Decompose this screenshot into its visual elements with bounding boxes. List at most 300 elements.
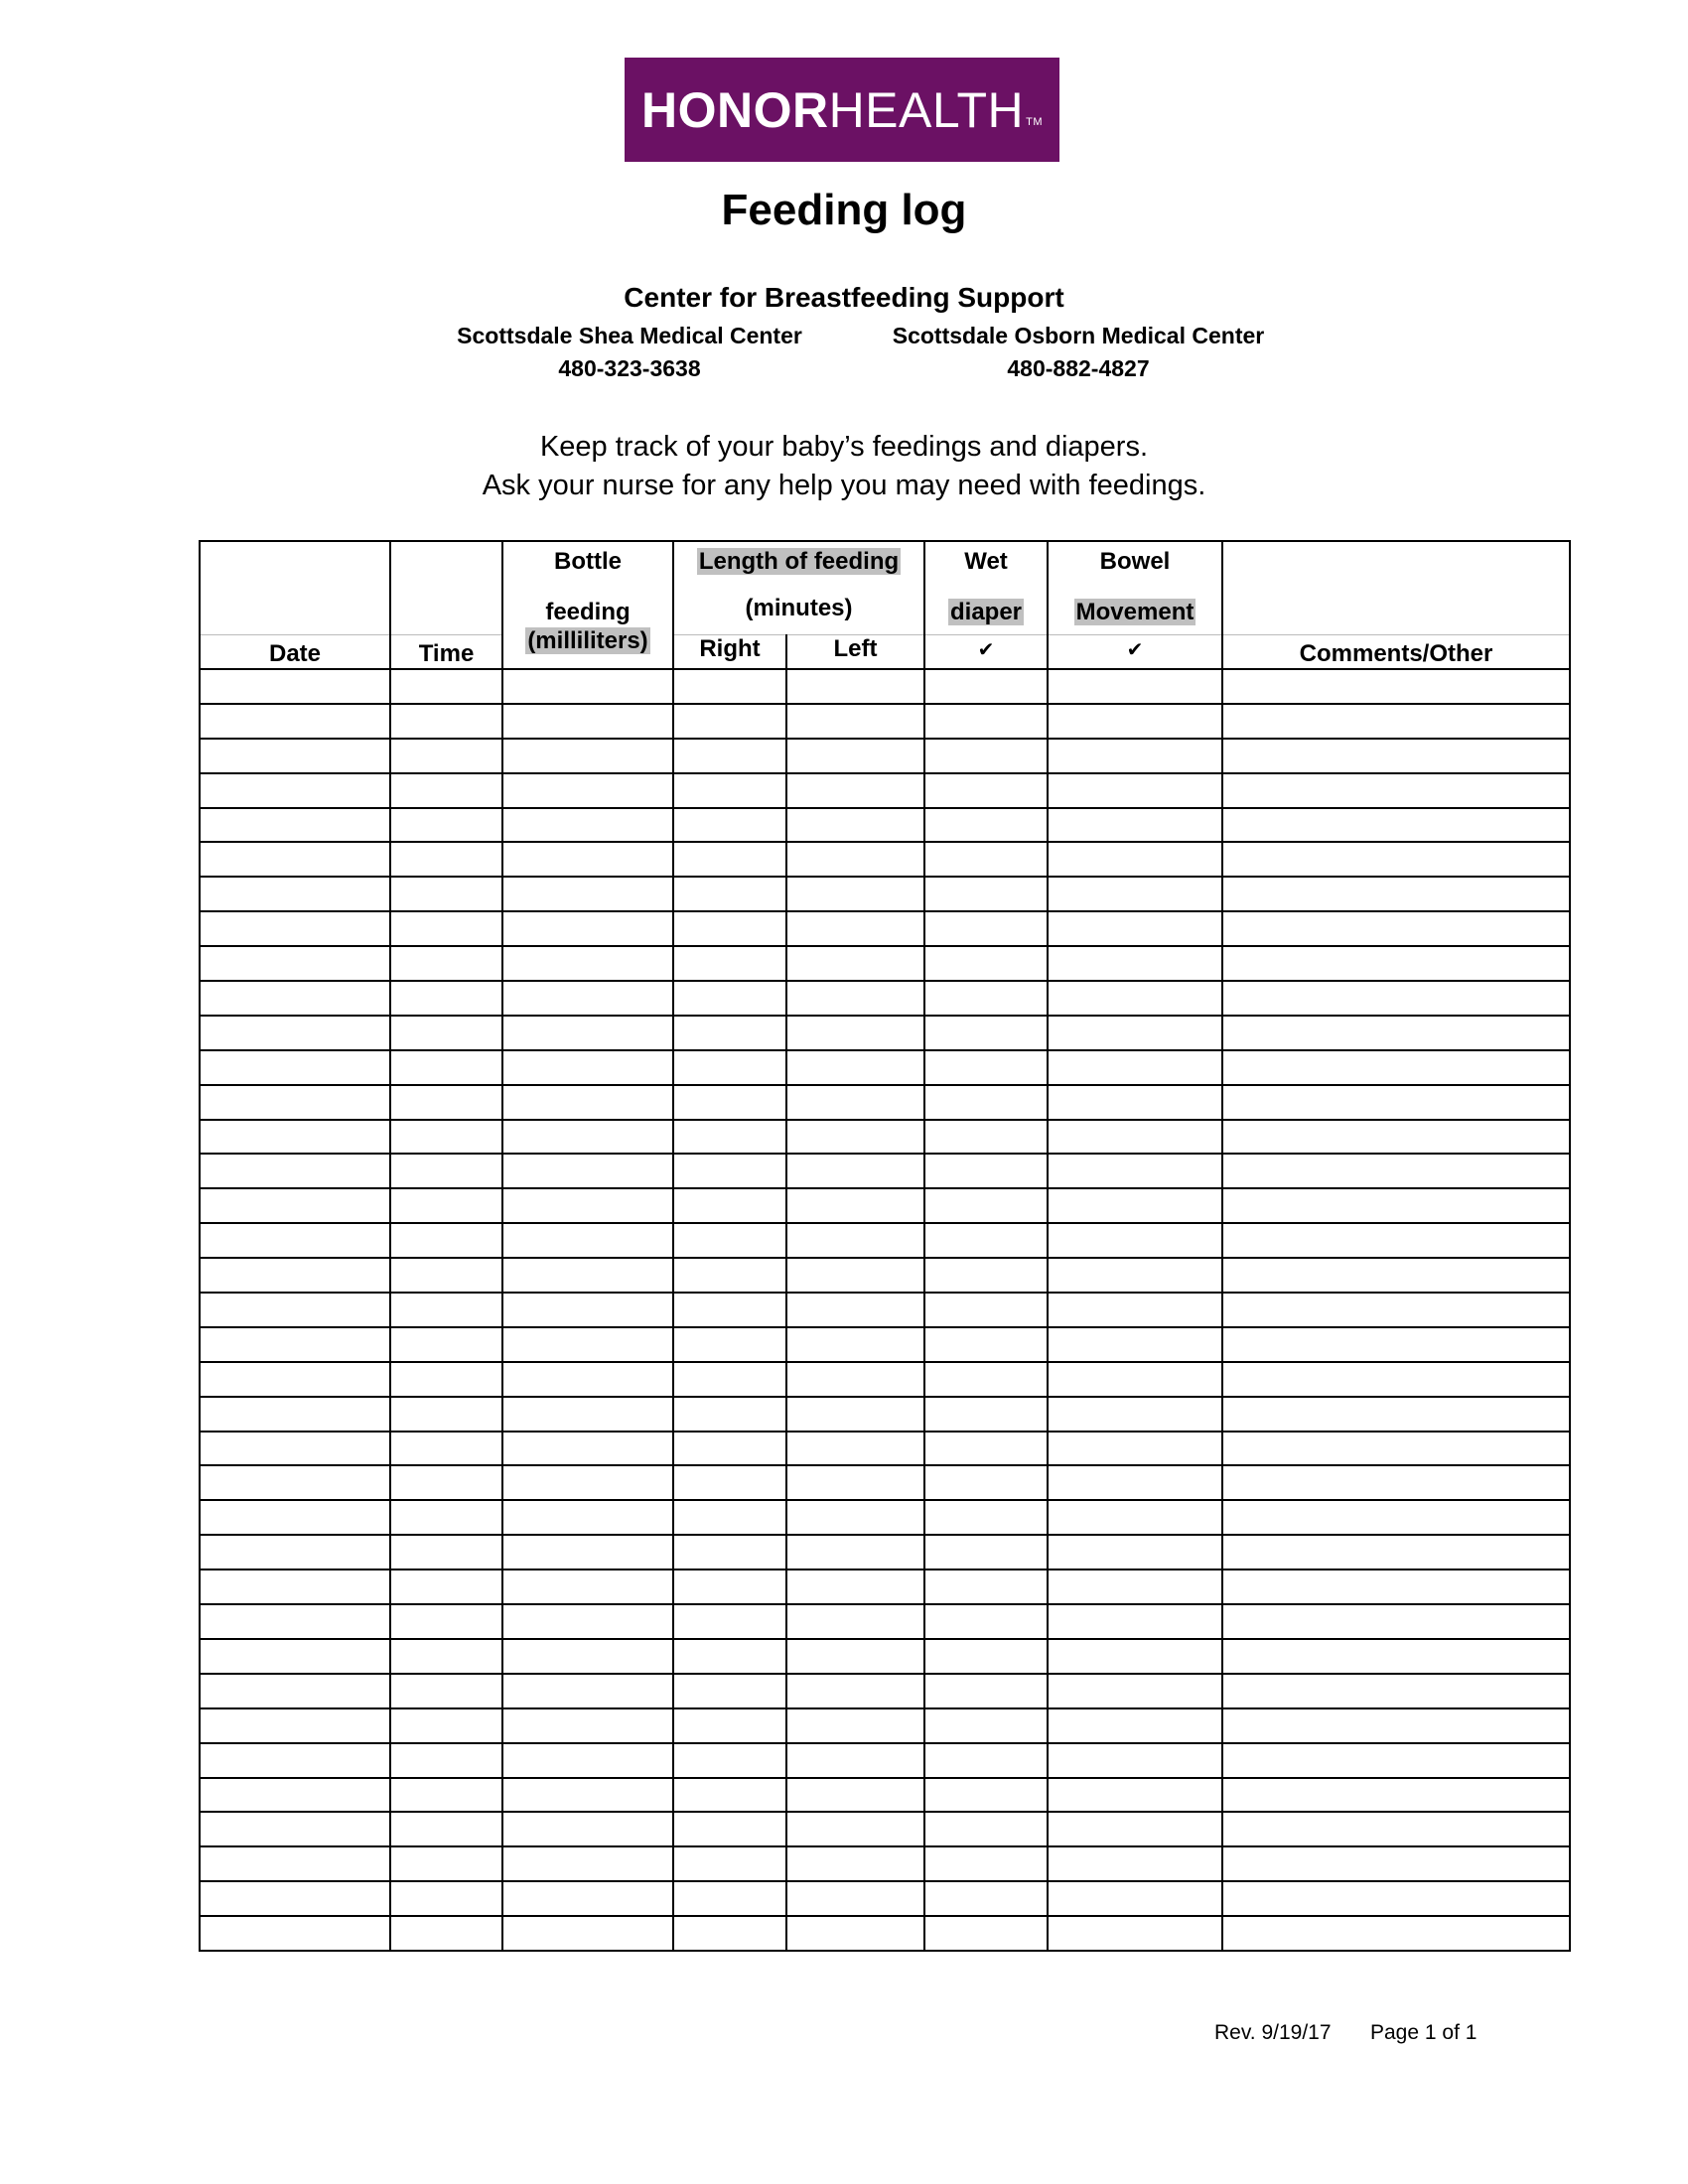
left-cell[interactable] [786, 946, 924, 981]
date-cell[interactable] [200, 1085, 390, 1120]
bowel-cell[interactable] [1048, 1223, 1222, 1258]
time-cell[interactable] [390, 1397, 502, 1432]
time-cell[interactable] [390, 1432, 502, 1466]
time-cell[interactable] [390, 1535, 502, 1570]
table-row [200, 1604, 1570, 1639]
time-cell[interactable] [390, 1881, 502, 1916]
time-cell[interactable] [390, 1223, 502, 1258]
right-cell[interactable] [673, 946, 786, 981]
date-cell[interactable] [200, 1223, 390, 1258]
left-cell[interactable] [786, 1500, 924, 1535]
bowel-cell[interactable] [1048, 1535, 1222, 1570]
comments-cell[interactable] [1222, 1639, 1570, 1674]
time-cell[interactable] [390, 1188, 502, 1223]
right-cell[interactable] [673, 1223, 786, 1258]
bottle-cell[interactable] [502, 1916, 673, 1951]
bowel-cell[interactable] [1048, 1050, 1222, 1085]
time-cell[interactable] [390, 946, 502, 981]
date-cell[interactable] [200, 1778, 390, 1813]
time-cell[interactable] [390, 669, 502, 704]
time-cell[interactable] [390, 1674, 502, 1708]
time-cell[interactable] [390, 1812, 502, 1846]
time-cell[interactable] [390, 1154, 502, 1188]
left-cell[interactable] [786, 1881, 924, 1916]
wet-cell[interactable] [924, 808, 1048, 843]
comments-cell[interactable] [1222, 669, 1570, 704]
right-cell[interactable] [673, 1604, 786, 1639]
bowel-cell[interactable] [1048, 1604, 1222, 1639]
time-cell[interactable] [390, 1465, 502, 1500]
right-cell[interactable] [673, 842, 786, 877]
date-cell[interactable] [200, 1362, 390, 1397]
bowel-cell[interactable] [1048, 1432, 1222, 1466]
date-cell[interactable] [200, 773, 390, 808]
right-cell[interactable] [673, 1812, 786, 1846]
right-cell[interactable] [673, 1327, 786, 1362]
right-cell[interactable] [673, 1846, 786, 1881]
table-row [200, 1050, 1570, 1085]
date-cell[interactable] [200, 1154, 390, 1188]
left-cell[interactable] [786, 1223, 924, 1258]
time-cell[interactable] [390, 1639, 502, 1674]
wet-cell[interactable] [924, 1846, 1048, 1881]
left-cell[interactable] [786, 1535, 924, 1570]
time-cell[interactable] [390, 1500, 502, 1535]
right-cell[interactable] [673, 1050, 786, 1085]
comments-cell[interactable] [1222, 981, 1570, 1016]
date-cell[interactable] [200, 1708, 390, 1743]
left-cell[interactable] [786, 1432, 924, 1466]
bottle-cell[interactable] [502, 981, 673, 1016]
time-cell[interactable] [390, 1293, 502, 1327]
time-cell[interactable] [390, 739, 502, 773]
wet-cell[interactable] [924, 1570, 1048, 1604]
bowel-cell[interactable] [1048, 1708, 1222, 1743]
bowel-cell[interactable] [1048, 1327, 1222, 1362]
time-cell[interactable] [390, 1050, 502, 1085]
time-cell[interactable] [390, 773, 502, 808]
date-cell[interactable] [200, 704, 390, 739]
bottle-cell[interactable] [502, 1570, 673, 1604]
bowel-cell[interactable] [1048, 1258, 1222, 1293]
date-cell[interactable] [200, 808, 390, 843]
right-cell[interactable] [673, 1397, 786, 1432]
left-cell[interactable] [786, 911, 924, 946]
time-cell[interactable] [390, 1778, 502, 1813]
right-cell[interactable] [673, 1258, 786, 1293]
comments-cell[interactable] [1222, 1085, 1570, 1120]
right-cell[interactable] [673, 1639, 786, 1674]
right-cell[interactable] [673, 1362, 786, 1397]
wet-cell[interactable] [924, 1188, 1048, 1223]
left-cell[interactable] [786, 773, 924, 808]
time-cell[interactable] [390, 911, 502, 946]
wet-cell[interactable] [924, 1916, 1048, 1951]
bottle-cell[interactable] [502, 1362, 673, 1397]
bowel-cell[interactable] [1048, 1188, 1222, 1223]
time-cell[interactable] [390, 1743, 502, 1778]
left-cell[interactable] [786, 1778, 924, 1813]
bottle-cell[interactable] [502, 1050, 673, 1085]
right-cell[interactable] [673, 1570, 786, 1604]
right-cell[interactable] [673, 1120, 786, 1155]
bowel-cell[interactable] [1048, 1674, 1222, 1708]
left-cell[interactable] [786, 1085, 924, 1120]
date-cell[interactable] [200, 911, 390, 946]
time-cell[interactable] [390, 1258, 502, 1293]
wet-cell[interactable] [924, 946, 1048, 981]
bowel-cell[interactable] [1048, 1465, 1222, 1500]
comments-cell[interactable] [1222, 911, 1570, 946]
comments-cell[interactable] [1222, 1050, 1570, 1085]
wet-cell[interactable] [924, 669, 1048, 704]
wet-cell[interactable] [924, 1639, 1048, 1674]
bottle-cell[interactable] [502, 773, 673, 808]
wet-cell[interactable] [924, 1604, 1048, 1639]
bowel-cell[interactable] [1048, 1154, 1222, 1188]
comments-cell[interactable] [1222, 842, 1570, 877]
left-cell[interactable] [786, 704, 924, 739]
date-cell[interactable] [200, 981, 390, 1016]
bowel-cell[interactable] [1048, 1120, 1222, 1155]
left-cell[interactable] [786, 1397, 924, 1432]
wet-cell[interactable] [924, 1465, 1048, 1500]
wet-cell[interactable] [924, 877, 1048, 911]
date-cell[interactable] [200, 1327, 390, 1362]
bottle-cell[interactable] [502, 1293, 673, 1327]
bottle-cell[interactable] [502, 1223, 673, 1258]
comments-cell[interactable] [1222, 739, 1570, 773]
wet-cell[interactable] [924, 1674, 1048, 1708]
wet-cell[interactable] [924, 773, 1048, 808]
bowel-cell[interactable] [1048, 1778, 1222, 1813]
wet-cell[interactable] [924, 1362, 1048, 1397]
date-cell[interactable] [200, 1432, 390, 1466]
bowel-cell[interactable] [1048, 911, 1222, 946]
left-cell[interactable] [786, 981, 924, 1016]
right-cell[interactable] [673, 1188, 786, 1223]
time-cell[interactable] [390, 1362, 502, 1397]
left-cell[interactable] [786, 1604, 924, 1639]
bottle-cell[interactable] [502, 1085, 673, 1120]
right-cell[interactable] [673, 1535, 786, 1570]
right-cell[interactable] [673, 1743, 786, 1778]
bottle-cell[interactable] [502, 911, 673, 946]
comments-cell[interactable] [1222, 1188, 1570, 1223]
right-cell[interactable] [673, 704, 786, 739]
time-cell[interactable] [390, 842, 502, 877]
bottle-cell[interactable] [502, 946, 673, 981]
comments-cell[interactable] [1222, 1397, 1570, 1432]
wet-cell[interactable] [924, 739, 1048, 773]
left-cell[interactable] [786, 877, 924, 911]
bottle-cell[interactable] [502, 669, 673, 704]
comments-cell[interactable] [1222, 1674, 1570, 1708]
comments-cell[interactable] [1222, 1812, 1570, 1846]
bottle-cell[interactable] [502, 808, 673, 843]
right-cell[interactable] [673, 877, 786, 911]
left-cell[interactable] [786, 1327, 924, 1362]
wet-cell[interactable] [924, 1050, 1048, 1085]
date-cell[interactable] [200, 1293, 390, 1327]
date-cell[interactable] [200, 1500, 390, 1535]
wet-cell[interactable] [924, 911, 1048, 946]
date-cell[interactable] [200, 1050, 390, 1085]
bowel-cell[interactable] [1048, 1743, 1222, 1778]
right-cell[interactable] [673, 981, 786, 1016]
bottle-cell[interactable] [502, 1500, 673, 1535]
time-cell[interactable] [390, 808, 502, 843]
comments-cell[interactable] [1222, 1016, 1570, 1050]
bowel-cell[interactable] [1048, 808, 1222, 843]
comments-cell[interactable] [1222, 1535, 1570, 1570]
wet-cell[interactable] [924, 1258, 1048, 1293]
comments-cell[interactable] [1222, 1916, 1570, 1951]
bottle-cell[interactable] [502, 1604, 673, 1639]
bottle-cell[interactable] [502, 1674, 673, 1708]
wet-cell[interactable] [924, 1327, 1048, 1362]
left-cell[interactable] [786, 1120, 924, 1155]
comments-cell[interactable] [1222, 1708, 1570, 1743]
bowel-cell[interactable] [1048, 1362, 1222, 1397]
date-cell[interactable] [200, 1570, 390, 1604]
bottle-cell[interactable] [502, 1535, 673, 1570]
comments-cell[interactable] [1222, 1881, 1570, 1916]
left-cell[interactable] [786, 1188, 924, 1223]
right-cell[interactable] [673, 1154, 786, 1188]
date-cell[interactable] [200, 1743, 390, 1778]
date-cell[interactable] [200, 946, 390, 981]
wet-cell[interactable] [924, 1812, 1048, 1846]
bottle-cell[interactable] [502, 1154, 673, 1188]
time-cell[interactable] [390, 1085, 502, 1120]
bottle-cell[interactable] [502, 842, 673, 877]
date-cell[interactable] [200, 1016, 390, 1050]
date-cell[interactable] [200, 1846, 390, 1881]
bottle-cell[interactable] [502, 1258, 673, 1293]
bowel-cell[interactable] [1048, 1639, 1222, 1674]
left-cell[interactable] [786, 1812, 924, 1846]
comments-cell[interactable] [1222, 1362, 1570, 1397]
right-cell[interactable] [673, 773, 786, 808]
time-cell[interactable] [390, 981, 502, 1016]
comments-cell[interactable] [1222, 1846, 1570, 1881]
date-cell[interactable] [200, 1120, 390, 1155]
date-cell[interactable] [200, 842, 390, 877]
left-cell[interactable] [786, 1362, 924, 1397]
comments-cell[interactable] [1222, 877, 1570, 911]
comments-cell[interactable] [1222, 704, 1570, 739]
bottle-cell[interactable] [502, 1465, 673, 1500]
date-cell[interactable] [200, 1397, 390, 1432]
right-cell[interactable] [673, 739, 786, 773]
comments-cell[interactable] [1222, 1258, 1570, 1293]
comments-cell[interactable] [1222, 1465, 1570, 1500]
left-cell[interactable] [786, 1639, 924, 1674]
date-cell[interactable] [200, 1188, 390, 1223]
wet-cell[interactable] [924, 842, 1048, 877]
right-cell[interactable] [673, 1500, 786, 1535]
wet-cell[interactable] [924, 1223, 1048, 1258]
left-cell[interactable] [786, 1293, 924, 1327]
right-cell[interactable] [673, 911, 786, 946]
bowel-cell[interactable] [1048, 1916, 1222, 1951]
date-cell[interactable] [200, 1881, 390, 1916]
bowel-cell[interactable] [1048, 842, 1222, 877]
left-cell[interactable] [786, 1154, 924, 1188]
left-cell[interactable] [786, 1674, 924, 1708]
comments-cell[interactable] [1222, 1604, 1570, 1639]
right-cell[interactable] [673, 1465, 786, 1500]
time-cell[interactable] [390, 1846, 502, 1881]
right-cell[interactable] [673, 1016, 786, 1050]
bottle-cell[interactable] [502, 1397, 673, 1432]
left-cell[interactable] [786, 1050, 924, 1085]
bowel-cell[interactable] [1048, 704, 1222, 739]
date-cell[interactable] [200, 1916, 390, 1951]
bowel-cell[interactable] [1048, 1881, 1222, 1916]
bowel-cell[interactable] [1048, 773, 1222, 808]
wet-cell[interactable] [924, 1708, 1048, 1743]
date-cell[interactable] [200, 1639, 390, 1674]
left-cell[interactable] [786, 808, 924, 843]
comments-cell[interactable] [1222, 1570, 1570, 1604]
bowel-cell[interactable] [1048, 669, 1222, 704]
time-cell[interactable] [390, 1120, 502, 1155]
wet-cell[interactable] [924, 1154, 1048, 1188]
wet-cell[interactable] [924, 1500, 1048, 1535]
bowel-cell[interactable] [1048, 1397, 1222, 1432]
comments-cell[interactable] [1222, 1293, 1570, 1327]
right-cell[interactable] [673, 808, 786, 843]
date-cell[interactable] [200, 739, 390, 773]
left-cell[interactable] [786, 1708, 924, 1743]
bottle-cell[interactable] [502, 1188, 673, 1223]
comments-cell[interactable] [1222, 1778, 1570, 1813]
time-cell[interactable] [390, 1708, 502, 1743]
wet-cell[interactable] [924, 1120, 1048, 1155]
comments-cell[interactable] [1222, 1120, 1570, 1155]
bottle-cell[interactable] [502, 1327, 673, 1362]
right-cell[interactable] [673, 1293, 786, 1327]
comments-cell[interactable] [1222, 808, 1570, 843]
wet-cell[interactable] [924, 1535, 1048, 1570]
wet-cell[interactable] [924, 1293, 1048, 1327]
bottle-cell[interactable] [502, 1743, 673, 1778]
wet-cell[interactable] [924, 1432, 1048, 1466]
date-cell[interactable] [200, 877, 390, 911]
bottle-cell[interactable] [502, 1846, 673, 1881]
right-cell[interactable] [673, 1432, 786, 1466]
time-cell[interactable] [390, 1327, 502, 1362]
wet-cell[interactable] [924, 1743, 1048, 1778]
table-row [200, 808, 1570, 843]
bowel-cell[interactable] [1048, 1016, 1222, 1050]
left-cell[interactable] [786, 739, 924, 773]
bottle-cell[interactable] [502, 1778, 673, 1813]
bowel-cell[interactable] [1048, 1500, 1222, 1535]
bowel-cell[interactable] [1048, 1570, 1222, 1604]
date-cell[interactable] [200, 1465, 390, 1500]
left-cell[interactable] [786, 669, 924, 704]
date-cell[interactable] [200, 1812, 390, 1846]
wet-cell[interactable] [924, 1778, 1048, 1813]
comments-cell[interactable] [1222, 1327, 1570, 1362]
time-cell[interactable] [390, 1604, 502, 1639]
comments-cell[interactable] [1222, 1154, 1570, 1188]
left-cell[interactable] [786, 1258, 924, 1293]
date-cell[interactable] [200, 1674, 390, 1708]
date-cell[interactable] [200, 1604, 390, 1639]
left-cell[interactable] [786, 1465, 924, 1500]
bottle-cell[interactable] [502, 1432, 673, 1466]
date-cell[interactable] [200, 1258, 390, 1293]
time-cell[interactable] [390, 1570, 502, 1604]
right-cell[interactable] [673, 1085, 786, 1120]
table-row [200, 877, 1570, 911]
date-cell[interactable] [200, 1535, 390, 1570]
bottle-cell[interactable] [502, 1639, 673, 1674]
comments-cell[interactable] [1222, 1223, 1570, 1258]
comments-cell[interactable] [1222, 1500, 1570, 1535]
bowel-cell[interactable] [1048, 981, 1222, 1016]
date-cell[interactable] [200, 669, 390, 704]
bottle-cell[interactable] [502, 704, 673, 739]
bowel-cell[interactable] [1048, 1085, 1222, 1120]
time-cell[interactable] [390, 1016, 502, 1050]
right-cell[interactable] [673, 1778, 786, 1813]
bowel-cell[interactable] [1048, 1846, 1222, 1881]
bottle-cell[interactable] [502, 1812, 673, 1846]
wet-cell[interactable] [924, 981, 1048, 1016]
comments-cell[interactable] [1222, 1743, 1570, 1778]
time-cell[interactable] [390, 877, 502, 911]
left-cell[interactable] [786, 1846, 924, 1881]
left-cell[interactable] [786, 1916, 924, 1951]
wet-cell[interactable] [924, 704, 1048, 739]
right-cell[interactable] [673, 1916, 786, 1951]
right-cell[interactable] [673, 1881, 786, 1916]
right-cell[interactable] [673, 1674, 786, 1708]
comments-cell[interactable] [1222, 946, 1570, 981]
bottle-cell[interactable] [502, 739, 673, 773]
comments-cell[interactable] [1222, 773, 1570, 808]
bowel-cell[interactable] [1048, 739, 1222, 773]
time-cell[interactable] [390, 704, 502, 739]
bottle-cell[interactable] [502, 1881, 673, 1916]
bottle-cell[interactable] [502, 1016, 673, 1050]
right-cell[interactable] [673, 1708, 786, 1743]
bowel-cell[interactable] [1048, 1293, 1222, 1327]
left-cell[interactable] [786, 842, 924, 877]
wet-cell[interactable] [924, 1881, 1048, 1916]
time-cell[interactable] [390, 1916, 502, 1951]
bowel-cell[interactable] [1048, 946, 1222, 981]
bottle-cell[interactable] [502, 1708, 673, 1743]
wet-cell[interactable] [924, 1085, 1048, 1120]
left-cell[interactable] [786, 1743, 924, 1778]
bowel-cell[interactable] [1048, 877, 1222, 911]
wet-cell[interactable] [924, 1397, 1048, 1432]
comments-cell[interactable] [1222, 1432, 1570, 1466]
bowel-cell[interactable] [1048, 1812, 1222, 1846]
bottle-cell[interactable] [502, 1120, 673, 1155]
left-cell[interactable] [786, 1016, 924, 1050]
left-cell[interactable] [786, 1570, 924, 1604]
wet-cell[interactable] [924, 1016, 1048, 1050]
right-cell[interactable] [673, 669, 786, 704]
bottle-cell[interactable] [502, 877, 673, 911]
